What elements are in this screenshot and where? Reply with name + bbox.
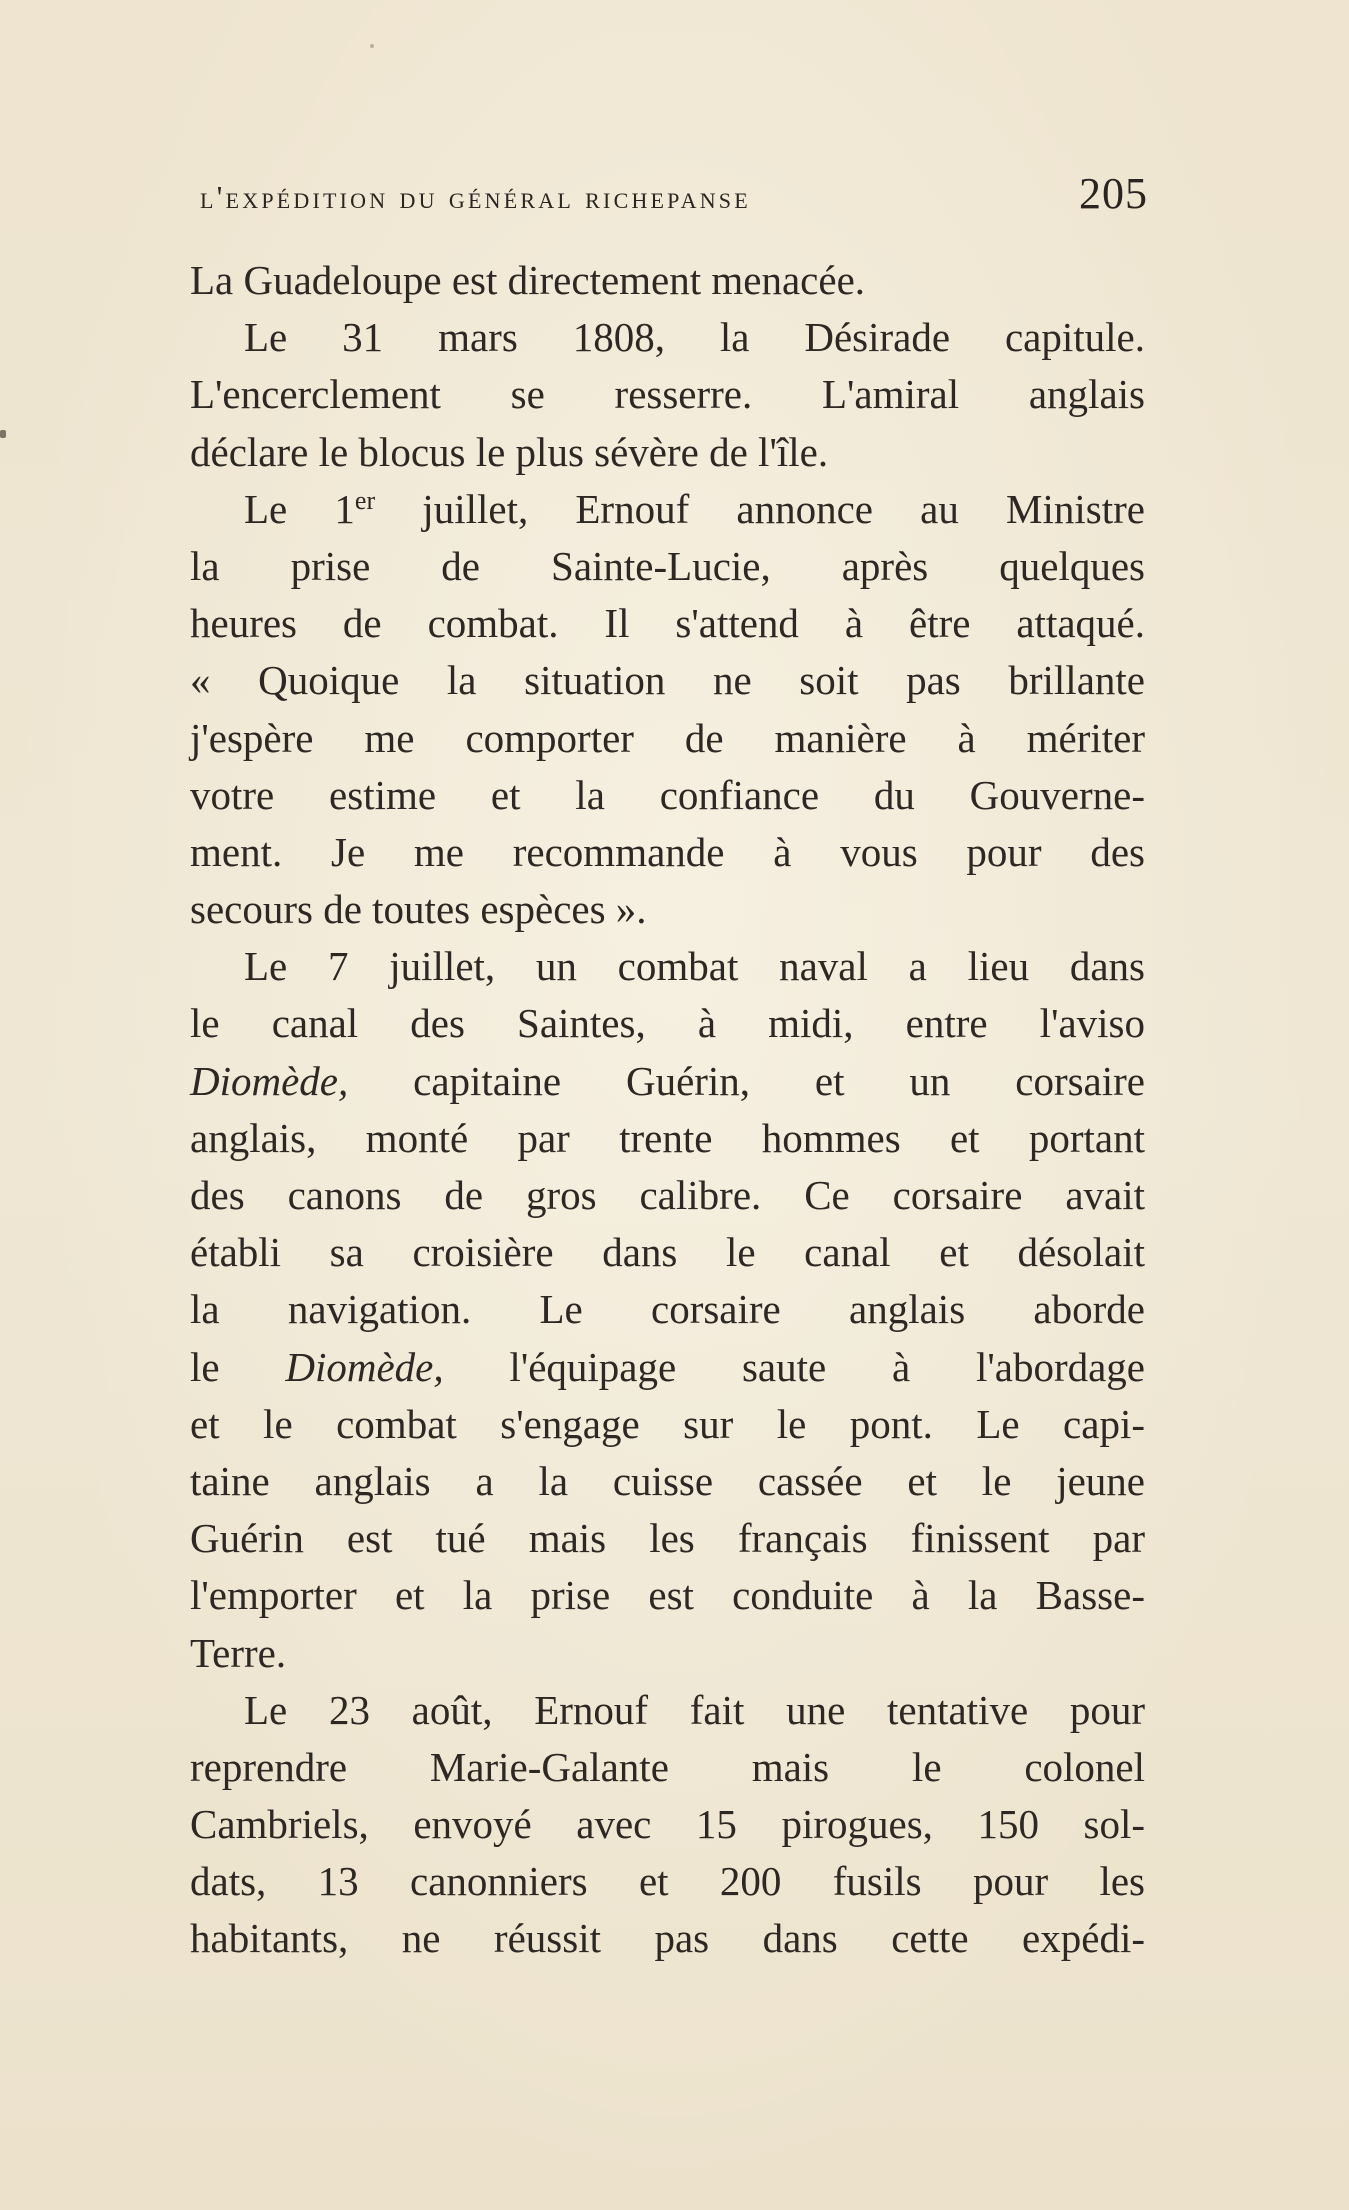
text-line: heures de combat. Il s'attend à être attaqué.: [190, 600, 1145, 647]
text-line: Guérin est tué mais les français finissent par: [190, 1515, 1145, 1562]
text-line: [190, 1339, 1145, 1396]
superscript: er: [354, 485, 376, 515]
text-line: l'emporter et la prise est conduite à la Basse-: [190, 1572, 1145, 1619]
text-line: Le 7 juillet, un combat naval a lieu dans: [244, 943, 1145, 990]
ship-name: Diomède,: [190, 1057, 349, 1104]
body-text: [190, 252, 1145, 1968]
text-line: établi sa croisière dans le canal et désolait: [190, 1229, 1145, 1276]
text-line: anglais, monté par trente hommes et portant: [190, 1114, 1145, 1161]
text-line: taine anglais a la cuisse cassée et le jeune: [190, 1457, 1145, 1504]
paper-speck: [370, 44, 374, 48]
text-line: reprendre Marie-Galante mais le colonel: [190, 1743, 1145, 1790]
text-line: votre estime et la confiance du Gouverne-: [190, 771, 1145, 818]
text-line: la navigation. Le corsaire anglais aborde: [190, 1286, 1145, 1333]
text-line: [190, 481, 1145, 538]
text-line: habitants, ne réussit pas dans cette expédi-: [190, 1915, 1145, 1962]
text-line: secours de toutes espèces ».: [190, 886, 647, 933]
text-run: capitaine Guérin, et un corsaire: [348, 1057, 1145, 1104]
binding-mark: [0, 430, 6, 438]
text-line: et le combat s'engage sur le pont. Le capi-: [190, 1400, 1145, 1447]
text-run: juillet, Ernouf annonce au Ministre: [375, 485, 1145, 532]
running-head: [200, 168, 1148, 228]
text-line: déclare le blocus le plus sévère de l'île.: [190, 428, 829, 475]
running-title: l'expédition du général richepanse: [200, 179, 751, 215]
text-line: [190, 1053, 1145, 1110]
text-run: l'équipage saute à l'abordage: [443, 1343, 1145, 1390]
ship-name: Diomède,: [285, 1343, 444, 1390]
text-line: la prise de Sainte-Lucie, après quelques: [190, 542, 1145, 589]
text-line: des canons de gros calibre. Ce corsaire avait: [190, 1172, 1145, 1218]
text-line: L'encerclement se resserre. L'amiral anglais: [190, 371, 1145, 418]
page-number: 205: [1079, 169, 1148, 218]
text-line: j'espère me comporter de manière à mériter: [190, 714, 1145, 761]
text-line: Cambriels, envoyé avec 15 pirogues, 150 sol-: [190, 1801, 1145, 1848]
text-line: Terre.: [190, 1629, 287, 1676]
text-line: dats, 13 canonniers et 200 fusils pour les: [190, 1858, 1145, 1905]
text-run: le: [190, 1343, 286, 1390]
text-line: Le 31 mars 1808, la Désirade capitule.: [244, 314, 1145, 361]
text-line: ment. Je me recommande à vous pour des: [190, 828, 1145, 875]
text-run: Le 1: [244, 485, 355, 532]
text-line: le canal des Saintes, à midi, entre l'aviso: [190, 1000, 1145, 1047]
text-line: « Quoique la situation ne soit pas brillante: [190, 657, 1145, 704]
text-line: Le 23 août, Ernouf fait une tentative pour: [244, 1686, 1145, 1733]
text-line: La Guadeloupe est directement menacée.: [190, 257, 866, 303]
